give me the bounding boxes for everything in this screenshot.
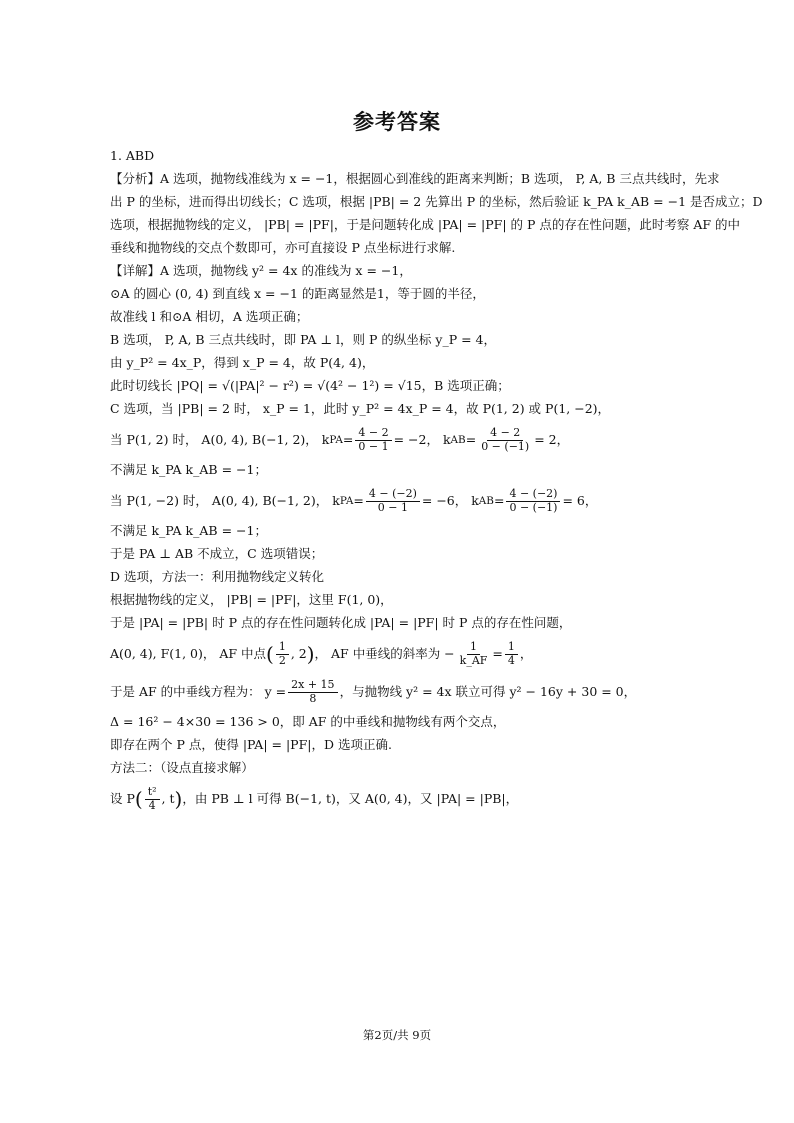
case2-eq1: = xyxy=(353,492,364,508)
case1-eq1: = xyxy=(342,431,354,447)
m2-right-paren: ) xyxy=(174,787,183,811)
d1-fraction-slope xyxy=(457,641,491,666)
case1-conclusion: 不满足 k_PA k_AB = −1； xyxy=(110,462,267,478)
d2-fraction xyxy=(288,679,337,704)
d2-post: ，与抛物线 y² = 4x 联立可得 y² − 16y + 30 = 0， xyxy=(339,683,637,699)
detail-line-7: C 选项，当 |PB| = 2 时， x_P = 1，此时 y_P² = 4x_P = 4，故 P(1, 2) 或 P(1, −2)， xyxy=(110,401,611,417)
case1-prefix: 当 P(1, 2) 时， A(0, 4), B(−1, 2)， k xyxy=(110,431,330,447)
case2-fraction-kab xyxy=(506,488,560,513)
detail-line-2: ⊙A 的圆心 (0, 4) 到直线 x = −1 的距离显然是1，等于圆的半径， xyxy=(110,286,485,302)
m2-mid: , t xyxy=(161,790,175,806)
detail-line-1: 【详解】A 选项，抛物线 y² = 4x 的准线为 x = −1， xyxy=(110,263,412,279)
case2-fraction-kpa xyxy=(366,488,420,513)
case2-num2: 4 − (−2) xyxy=(506,488,560,501)
c-option-conclusion: 于是 PA ⊥ AB 不成立，C 选项错误； xyxy=(110,546,324,562)
d1-left-paren: ( xyxy=(266,642,274,666)
m2-num: t² xyxy=(145,786,160,799)
discriminant-line: Δ = 16² − 4×30 = 136 > 0，即 AF 的中垂线和抛物线有两个交点， xyxy=(110,714,506,730)
case-p-1-2-line xyxy=(110,421,690,459)
d2-den: 8 xyxy=(309,691,317,705)
d2-prefix: 于是 AF 的中垂线方程为： y = xyxy=(110,683,287,699)
case2-conclusion: 不满足 k_PA k_AB = −1； xyxy=(110,523,267,539)
m2-prefix: 设 P xyxy=(110,790,135,806)
case2-post: = 6， xyxy=(562,492,598,508)
case1-num2: 4 − 2 xyxy=(487,427,523,440)
d1-num3: 1 xyxy=(505,641,518,654)
case2-prefix: 当 P(1, −2) 时， A(0, 4), B(−1, 2)， k xyxy=(110,492,340,508)
method-two-heading: 方法二：（设点直接求解） xyxy=(110,760,254,776)
case1-den2: 0 − (−1) xyxy=(481,439,530,453)
d1-prefix: A(0, 4), F(1, 0)， AF 中点 xyxy=(110,645,267,661)
case1-fraction-kpa xyxy=(355,427,391,452)
m2-fraction xyxy=(145,786,160,811)
method-two-setup-line xyxy=(110,780,690,818)
case2-sub-pa: PA xyxy=(339,495,354,507)
case2-mid: = −6， k xyxy=(421,492,479,508)
m2-left-paren: ( xyxy=(134,787,143,811)
detail-line-5: 由 y_P² = 4x_P，得到 x_P = 4，故 P(4, 4)， xyxy=(110,355,375,371)
d1-den1: 2 xyxy=(278,653,286,667)
case2-sub-ab: AB xyxy=(478,495,494,507)
d1-fraction-half xyxy=(276,641,289,666)
case2-num1: 4 − (−2) xyxy=(366,488,420,501)
d1-mid3: = xyxy=(492,645,503,661)
case-p-1-neg2-line xyxy=(110,482,690,520)
d1-den3: 4 xyxy=(507,653,515,667)
case1-sub-pa: PA xyxy=(329,434,343,446)
page-title: 参考答案 xyxy=(353,110,441,134)
d-conclusion-line: 即存在两个 P 点，使得 |PA| = |PF|，D 选项正确. xyxy=(110,737,392,753)
d-definition-line: 根据抛物线的定义， |PB| = |PF|，这里 F(1, 0)， xyxy=(110,592,393,608)
case1-num1: 4 − 2 xyxy=(355,427,391,440)
case2-eq2: = xyxy=(493,492,505,508)
d2-num: 2x + 15 xyxy=(288,679,337,692)
page-footer: 第2页/共 9页 xyxy=(362,1028,432,1042)
d-method-one-heading: D 选项，方法一：利用抛物线定义转化 xyxy=(110,569,324,585)
detail-line-3: 故准线 l 和⊙A 相切，A 选项正确； xyxy=(110,309,309,325)
case2-den2: 0 − (−1) xyxy=(509,500,558,514)
case1-sub-ab: AB xyxy=(450,434,466,446)
d1-num2: 1 xyxy=(467,641,480,654)
d1-fraction-quarter xyxy=(505,641,518,666)
case1-mid: = −2， k xyxy=(393,431,451,447)
d1-num1: 1 xyxy=(276,641,289,654)
d1-post: ， xyxy=(519,645,533,661)
solution-body xyxy=(110,145,763,818)
case2-den1: 0 − 1 xyxy=(377,500,408,514)
d1-mid2: ， AF 中垂线的斜率为 − xyxy=(314,645,455,661)
m2-post: ，由 PB ⊥ l 可得 B(−1, t)，又 A(0, 4)，又 |PA| = |PB|， xyxy=(182,790,519,806)
case1-fraction-kab xyxy=(478,427,532,452)
analysis-line-1: 【分析】A 选项，抛物线准线为 x = −1，根据圆心到准线的距离来判断；B 选项， P, A, B 三点共线时，先求 xyxy=(110,171,720,187)
case1-den1: 0 − 1 xyxy=(358,439,389,453)
d1-right-paren: ) xyxy=(306,642,315,666)
analysis-line-2: 出 P 的坐标，进而得出切线长；C 选项，根据 |PB| = 2 先算出 P 的坐标，然后验证 k_PA k_AB = −1 是否成立；D xyxy=(110,194,763,210)
d-transform-line: 于是 |PA| = |PB| 时 P 点的存在性问题转化成 |PA| = |PF| 时 P 点的存在性问题， xyxy=(110,615,572,631)
perpendicular-bisector-line xyxy=(110,673,690,711)
analysis-line-3: 选项，根据抛物线的定义， |PB| = |PF|，于是问题转化成 |PA| = |PF| 的 P 点的存在性问题，此时考察 AF 的中 xyxy=(110,217,741,233)
midpoint-slope-line xyxy=(110,635,690,673)
question-number-answer: 1. ABD xyxy=(110,148,155,164)
analysis-line-4: 垂线和抛物线的交点个数即可，亦可直接设 P 点坐标进行求解. xyxy=(110,240,456,256)
d1-den2: k_AF xyxy=(459,653,488,667)
detail-line-6: 此时切线长 |PQ| = √(|PA|² − r²) = √(4² − 1²) = √15，B 选项正确； xyxy=(110,378,510,394)
m2-den: 4 xyxy=(148,798,156,812)
detail-line-4: B 选项， P, A, B 三点共线时，即 PA ⊥ l，则 P 的纵坐标 y_P = 4， xyxy=(110,332,496,348)
case1-eq2: = xyxy=(465,431,477,447)
d1-mid1: , 2 xyxy=(290,645,307,661)
case1-post: = 2， xyxy=(534,431,570,447)
